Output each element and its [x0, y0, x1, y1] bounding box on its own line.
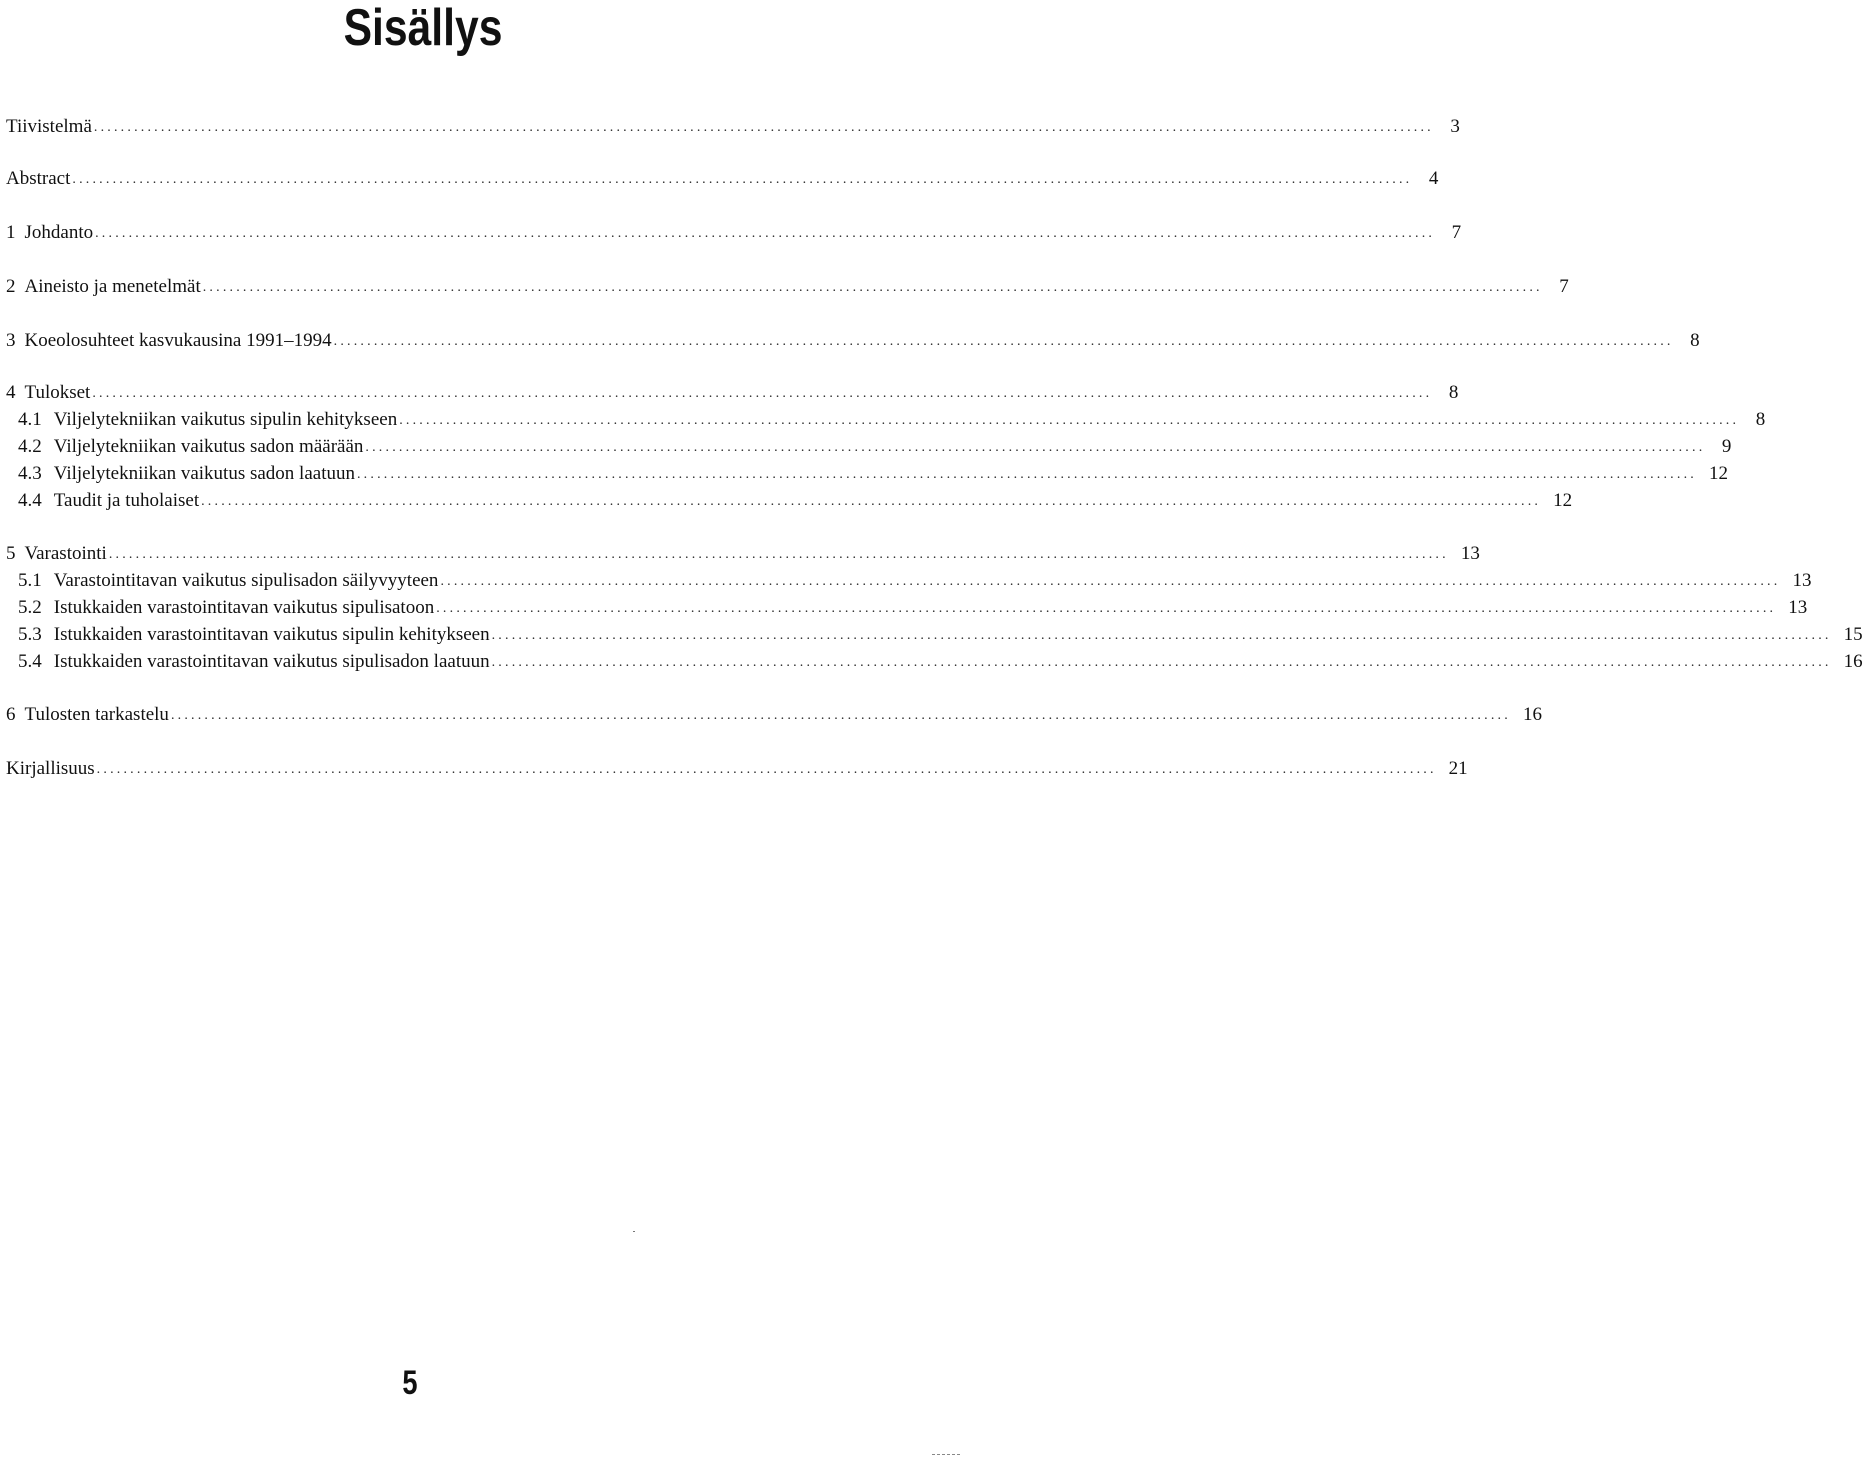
- toc-entry-title: Tulokset: [24, 382, 91, 403]
- toc-entry-title: Koeolosuhteet kasvukausina 1991–1994: [24, 330, 332, 351]
- toc-entry-page: 4: [1428, 168, 1439, 189]
- toc-entry-4-3[interactable]: [18, 461, 1728, 487]
- toc-leader-dots: ........................................................................................................................................................................................................: [95, 226, 1436, 241]
- toc-entry-title: Istukkaiden varastointitavan vaikutus sipulin kehitykseen: [53, 624, 490, 645]
- toc-entry-number: 5.2: [18, 597, 42, 618]
- toc-entry-koeolosuhteet[interactable]: [6, 328, 1700, 354]
- toc-entry-4-1[interactable]: [18, 407, 1766, 433]
- toc-entry-5-2[interactable]: [18, 595, 1808, 621]
- toc-leader-dots: ........................................................................................................................................................................................................: [491, 655, 1832, 670]
- toc-entry-title: Istukkaiden varastointitavan vaikutus sipulisatoon: [53, 597, 435, 618]
- toc-leader-dots: ........................................................................................................................................................................................................: [72, 172, 1413, 187]
- toc-entry-johdanto[interactable]: [6, 220, 1462, 246]
- toc-entry-title: Istukkaiden varastointitavan vaikutus sipulisadon laatuun: [53, 651, 490, 672]
- toc-entry-page: 3: [1450, 116, 1460, 137]
- toc-entry-5-4[interactable]: [18, 649, 1863, 675]
- toc-entry-4-4[interactable]: [18, 488, 1573, 514]
- toc-entry-page: 13: [1788, 597, 1808, 618]
- toc-entry-number: 4.3: [18, 463, 42, 484]
- toc-entry-title: Aineisto ja menetelmät: [24, 276, 201, 297]
- toc-leader-dots: ........................................................................................................................................................................................................: [440, 574, 1781, 589]
- toc-entry-number: 5.3: [18, 624, 42, 645]
- toc-entry-title: Varastointitavan vaikutus sipulisadon säilyvyyteen: [53, 570, 439, 591]
- toc-entry-title: Varastointi: [24, 543, 107, 564]
- toc-entry-title: Taudit ja tuholaiset: [53, 490, 200, 511]
- scan-speck: [633, 1231, 635, 1232]
- toc-entry-5-3[interactable]: [18, 622, 1863, 648]
- toc-entry-page: 13: [1792, 570, 1812, 591]
- toc-entry-page: 13: [1460, 543, 1480, 564]
- toc-leader-dots: ........................................................................................................................................................................................................: [333, 334, 1674, 349]
- toc-entry-number: 2: [6, 276, 16, 297]
- toc-leader-dots: ........................................................................................................................................................................................................: [108, 547, 1449, 562]
- toc-entry-number: 5: [6, 543, 16, 564]
- toc-entry-abstract[interactable]: [6, 166, 1439, 192]
- toc-entry-page: 21: [1448, 758, 1468, 779]
- toc-entry-tiivistelma[interactable]: [6, 114, 1460, 140]
- toc-entry-page: 8: [1448, 382, 1459, 403]
- toc-entry-page: 16: [1843, 651, 1863, 672]
- toc-entry-title: Tiivistelmä: [6, 116, 92, 137]
- toc-entry-page: 16: [1522, 704, 1542, 725]
- toc-entry-page: 15: [1843, 624, 1863, 645]
- toc-leader-dots: ........................................................................................................................................................................................................: [201, 494, 1542, 509]
- toc-leader-dots: ........................................................................................................................................................................................................: [491, 628, 1832, 643]
- toc-entry-page: 9: [1721, 436, 1732, 457]
- toc-entry-title: Kirjallisuus: [6, 758, 95, 779]
- toc-entry-number: 1: [6, 222, 16, 243]
- toc-leader-dots: ........................................................................................................................................................................................................: [96, 762, 1437, 777]
- toc-entry-number: 3: [6, 330, 16, 351]
- toc-entry-aineisto[interactable]: [6, 274, 1569, 300]
- toc-leader-dots: ........................................................................................................................................................................................................: [170, 708, 1511, 723]
- page-title: Sisällys: [343, 0, 503, 57]
- toc-entry-page: 7: [1559, 276, 1569, 297]
- toc-entry-page: 12: [1553, 490, 1573, 511]
- toc-leader-dots: ........................................................................................................................................................................................................: [92, 386, 1433, 401]
- toc-entry-tulosten-tarkastelu[interactable]: [6, 702, 1542, 728]
- toc-entry-page: 7: [1451, 222, 1462, 243]
- toc-entry-number: 4.4: [18, 490, 42, 511]
- toc-entry-number: 4.2: [18, 436, 42, 457]
- toc-entry-number: 4.1: [18, 409, 42, 430]
- toc-entry-number: 5.1: [18, 570, 42, 591]
- toc-entry-varastointi[interactable]: [6, 541, 1480, 567]
- toc-entry-title: Abstract: [6, 168, 71, 189]
- toc-entry-title: Viljelytekniikan vaikutus sipulin kehitykseen: [53, 409, 398, 430]
- toc-entry-number: 6: [6, 704, 16, 725]
- toc-entry-title: Tulosten tarkastelu: [24, 704, 169, 725]
- toc-leader-dots: ........................................................................................................................................................................................................: [436, 601, 1777, 616]
- toc-entry-tulokset[interactable]: [6, 380, 1459, 406]
- toc-entry-page: 12: [1708, 463, 1728, 484]
- toc-leader-dots: ........................................................................................................................................................................................................: [365, 440, 1706, 455]
- toc-entry-title: Johdanto: [24, 222, 94, 243]
- toc-leader-dots: ........................................................................................................................................................................................................: [356, 467, 1697, 482]
- toc-entry-number: 5.4: [18, 651, 42, 672]
- scan-edge-mark: [932, 1454, 960, 1456]
- toc-entry-title: Viljelytekniikan vaikutus sadon laatuun: [53, 463, 355, 484]
- toc-entry-4-2[interactable]: [18, 434, 1732, 460]
- toc-entry-number: 4: [6, 382, 16, 403]
- toc-entry-page: 8: [1690, 330, 1700, 351]
- toc-leader-dots: ........................................................................................................................................................................................................: [93, 120, 1434, 135]
- toc-leader-dots: ........................................................................................................................................................................................................: [399, 413, 1740, 428]
- toc-entry-kirjallisuus[interactable]: [6, 756, 1468, 782]
- page-number: 5: [402, 1364, 418, 1402]
- toc-entry-title: Viljelytekniikan vaikutus sadon määrään: [53, 436, 364, 457]
- toc-entry-5-1[interactable]: [18, 568, 1812, 594]
- toc-leader-dots: ........................................................................................................................................................................................................: [202, 280, 1543, 295]
- toc-entry-page: 8: [1755, 409, 1766, 430]
